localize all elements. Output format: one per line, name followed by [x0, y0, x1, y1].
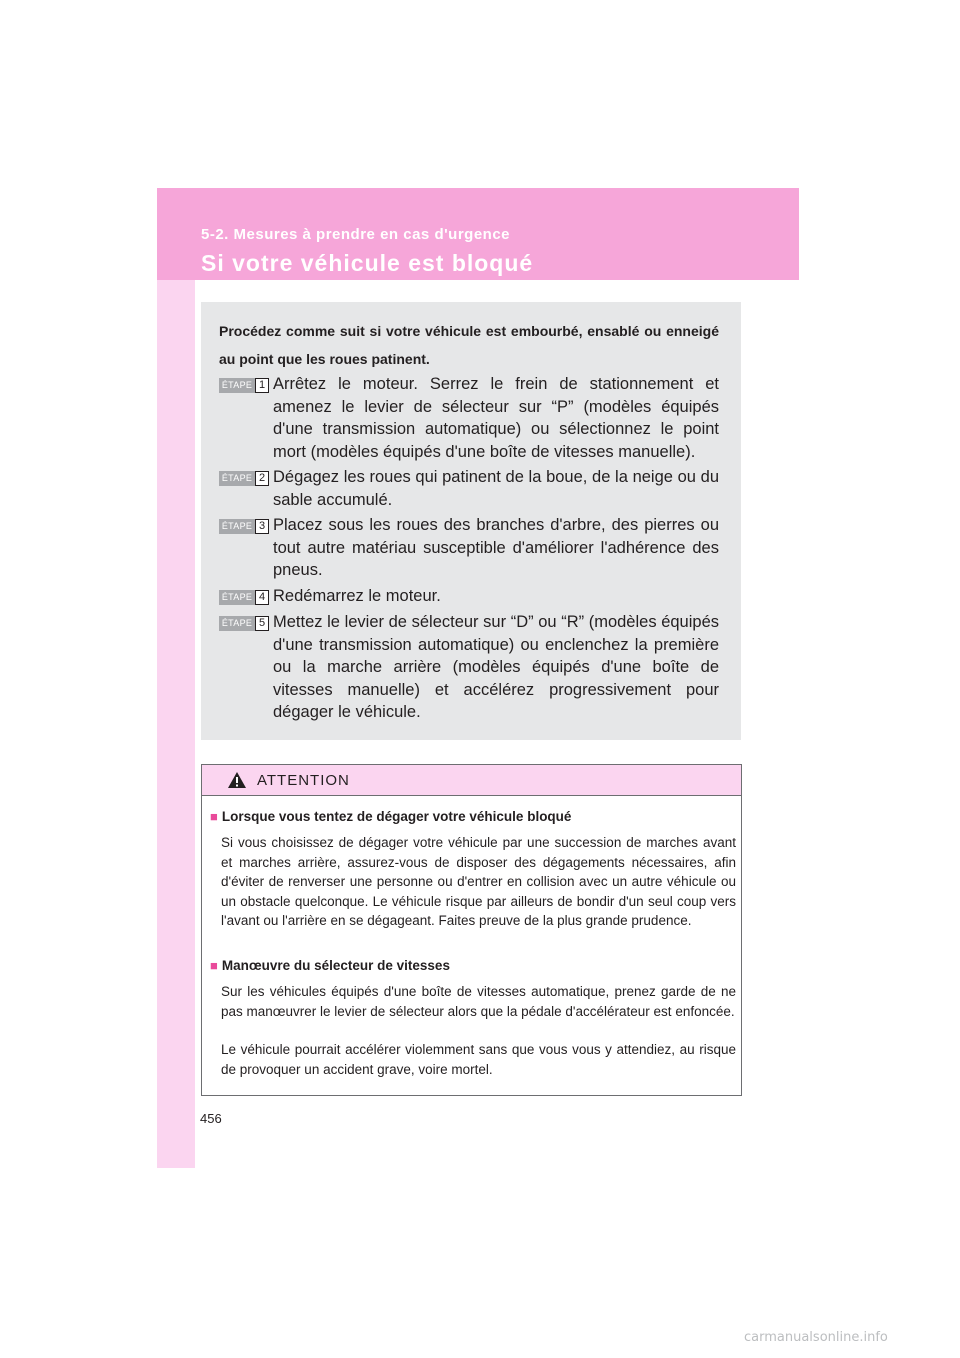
- warning-heading-text: Manœuvre du sélecteur de vitesses: [221, 958, 450, 973]
- procedure-intro: Procédez comme suit si votre véhicule est embourbé, ensablé ou enneigé au point que les roues patinent.: [219, 323, 719, 367]
- step-word: ÉTAPE: [219, 590, 255, 605]
- step-5: [219, 611, 719, 724]
- warning-body: Sur les véhicules équipés d'une boîte de vitesses automatique, prenez garde de ne pas manœuvrer le levier de sélecteur alors que la pédale d'accélérateur est enfoncée.: [221, 984, 736, 1019]
- step-word: ÉTAPE: [219, 616, 255, 631]
- warning-heading: [210, 957, 735, 975]
- step-3: [219, 514, 719, 582]
- step-number: 5: [255, 616, 269, 631]
- bullet-square-icon: ■: [210, 958, 218, 973]
- step-2: [219, 466, 719, 511]
- step-number: 2: [255, 471, 269, 486]
- step-badge: [219, 471, 269, 486]
- step-text: Mettez le levier de sélecteur sur “D” ou “R” (modèles équipés d'une transmission automatique) ou enclenchez la première ou la marche arrière (modèles équipés d'une boîte de vitesses manuelle) et accélérez progressivement pour dégager le véhicule.: [273, 613, 719, 721]
- warning-heading-text: Lorsque vous tentez de dégager votre véhicule bloqué: [221, 809, 572, 824]
- step-number: 4: [255, 590, 269, 605]
- step-word: ÉTAPE: [219, 519, 255, 534]
- step-word: ÉTAPE: [219, 471, 255, 486]
- bullet-square-icon: ■: [210, 809, 218, 824]
- warning-body: Le véhicule pourrait accélérer violemment sans que vous vous y attendiez, au risque de provoquer un accident grave, voire mortel.: [221, 1042, 736, 1077]
- warning-heading: [210, 808, 735, 826]
- step-number: 3: [255, 519, 269, 534]
- step-4: [219, 585, 719, 608]
- warning-title: ATTENTION: [257, 772, 350, 789]
- side-margin-band: [157, 188, 195, 1168]
- step-text: Arrêtez le moteur. Serrez le frein de stationnement et amenez le levier de sélecteur sur “P” (modèles équipés d'une transmission automatique) ou sélectionnez le point mort (modèles équipés d'une boîte de vitesses manuelle).: [273, 375, 719, 461]
- page-title: Si votre véhicule est bloqué: [201, 250, 534, 276]
- warning-header: [202, 765, 741, 796]
- warning-triangle-icon: [227, 771, 247, 789]
- step-text: Redémarrez le moteur.: [273, 587, 441, 605]
- step-badge: [219, 616, 269, 631]
- page-number: 456: [200, 1111, 222, 1126]
- warning-body: Si vous choisissez de dégager votre véhicule par une succession de marches avant et marches arrière, assurez-vous de disposer des dégagements nécessaires, afin d'éviter de renverser une personne ou d'entrer en collision avec un autre véhicule ou un obstacle quelconque. Le véhicule risque par ailleurs de bondir d'un seul coup vers l'avant ou l'arrière en se dégageant. Faites preuve de la plus grande prudence.: [221, 835, 736, 928]
- section-label: 5-2. Mesures à prendre en cas d'urgence: [201, 226, 511, 243]
- step-badge: [219, 519, 269, 534]
- step-number: 1: [255, 378, 269, 393]
- warning-box: [201, 764, 742, 1096]
- step-1: [219, 373, 719, 463]
- step-badge: [219, 378, 269, 393]
- step-text: Dégagez les roues qui patinent de la boue, de la neige ou du sable accumulé.: [273, 468, 719, 509]
- step-text: Placez sous les roues des branches d'arbre, des pierres ou tout autre matériau susceptible d'améliorer l'adhérence des pneus.: [273, 516, 719, 579]
- step-badge: [219, 590, 269, 605]
- step-word: ÉTAPE: [219, 378, 255, 393]
- watermark: carmanualsonline.info: [744, 1330, 888, 1345]
